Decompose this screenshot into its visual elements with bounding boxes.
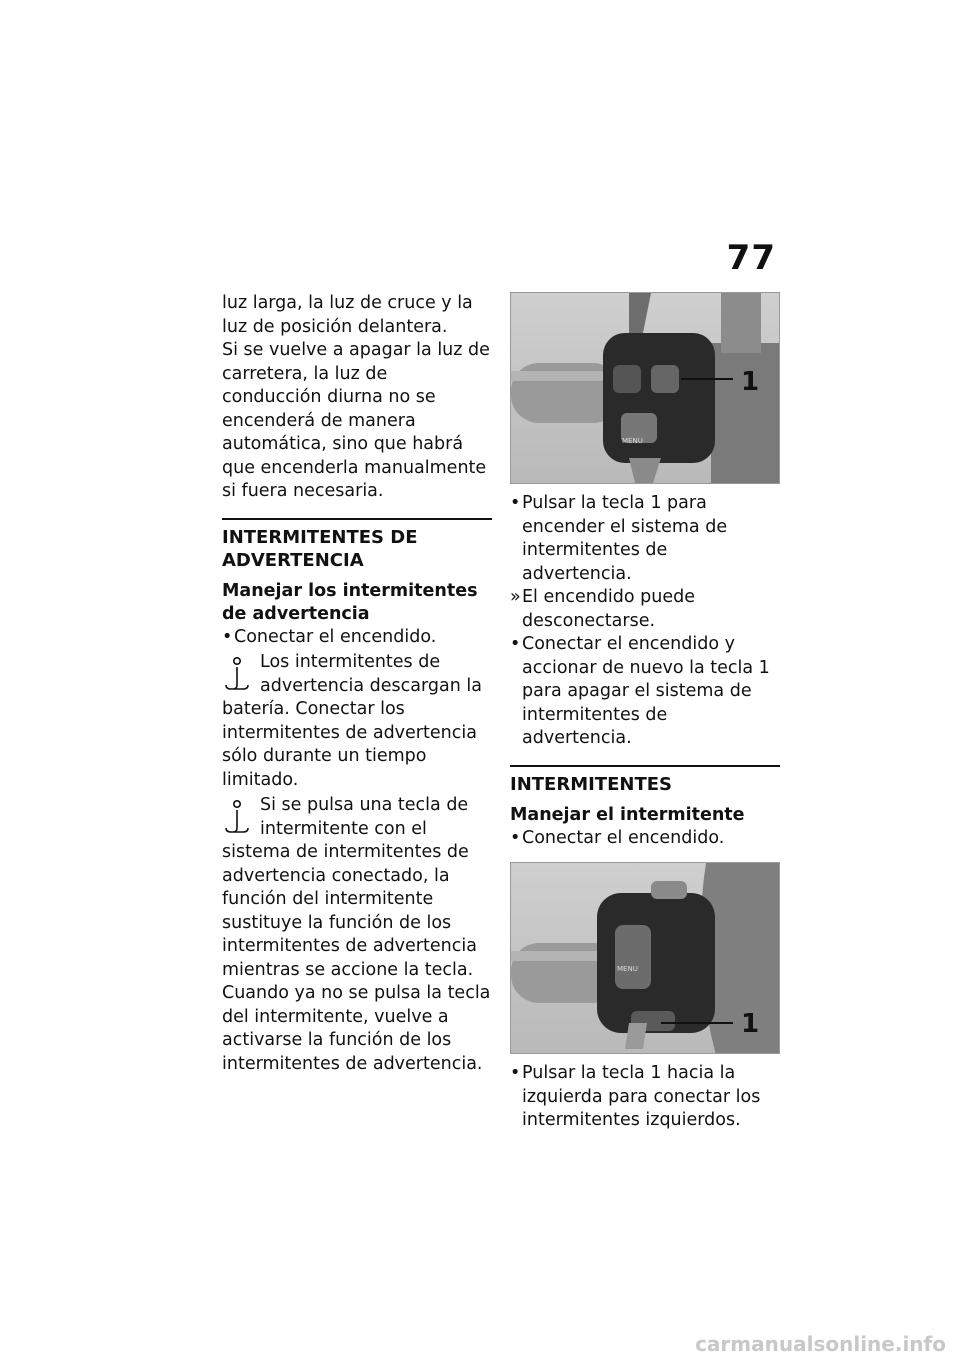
list-item [510,1062,780,1133]
info-note [222,794,492,1076]
step-text: Pulsar la tecla 1 hacia la izquierda para conectar los intermitentes izquierdos. [522,1063,761,1130]
handlebar-switch-illustration [511,863,780,1054]
result-text: El encendido puede desconectarse. [522,587,696,631]
page-number: 77 [726,238,776,278]
info-note [222,651,492,792]
subheading-hazard: Manejar los intermitentes de advertencia [222,580,478,624]
info-icon [222,798,252,834]
bullet-marker: • [510,1063,521,1083]
bullet-marker: • [222,626,233,647]
right-column [510,292,780,1133]
figure-callout-1: 1 [741,1009,760,1039]
list-item [510,586,780,633]
subheading-turn-signals: Manejar el intermitente [510,804,745,825]
left-column [222,292,492,1076]
result-marker: » [510,587,521,607]
high-beam-paragraph: Si se vuelve a apagar la luz de carretera, la luz de conducción diurna no se encenderá de manera automática, sino que habrá que encenderla manualmente si fuera necesaria. [222,340,490,501]
handlebar-switch-illustration [511,293,780,484]
step-text: Conectar el encendido. [234,626,437,647]
intro-paragraph: luz larga, la luz de cruce y la luz de posición delantera. [222,293,473,337]
step-text: Pulsar la tecla 1 para encender el sistema de intermitentes de advertencia. [522,493,728,584]
menu-label: MENU [617,965,638,973]
turn-signal-switch-photo [510,862,780,1054]
step-text: Conectar el encendido y accionar de nuevo la tecla 1 para apagar el sistema de intermitentes de advertencia. [522,634,770,748]
figure-callout-1: 1 [741,367,760,397]
step-text: Conectar el encendido. [522,827,725,848]
info-note-text: Los intermitentes de advertencia descargan la batería. Conectar los intermitentes de advertencia sólo durante un tiempo limitado. [222,652,482,790]
menu-label: MENU [622,437,643,445]
section-heading-hazard: INTERMITENTES DE ADVERTENCIA [222,518,492,572]
hazard-switch-photo [510,292,780,484]
info-icon [222,655,252,691]
list-item [510,492,780,586]
bullet-marker: • [510,827,521,848]
info-note-text: Si se pulsa una tecla de intermitente con el sistema de intermitentes de advertencia conectado, la función del intermitente sustituye la función de los intermitentes de advertencia mientras se accione la tecla. Cuando ya no se pulsa la tecla del intermitente, vuelve a activarse la función de los intermitentes de advertencia. [222,795,491,1074]
list-item [222,626,492,650]
bullet-marker: • [510,493,521,513]
list-item [510,633,780,751]
bullet-marker: • [510,634,521,654]
list-item [510,827,780,851]
section-heading-turn-signals: INTERMITENTES [510,765,780,796]
watermark: carmanualsonline.info [695,1332,946,1356]
